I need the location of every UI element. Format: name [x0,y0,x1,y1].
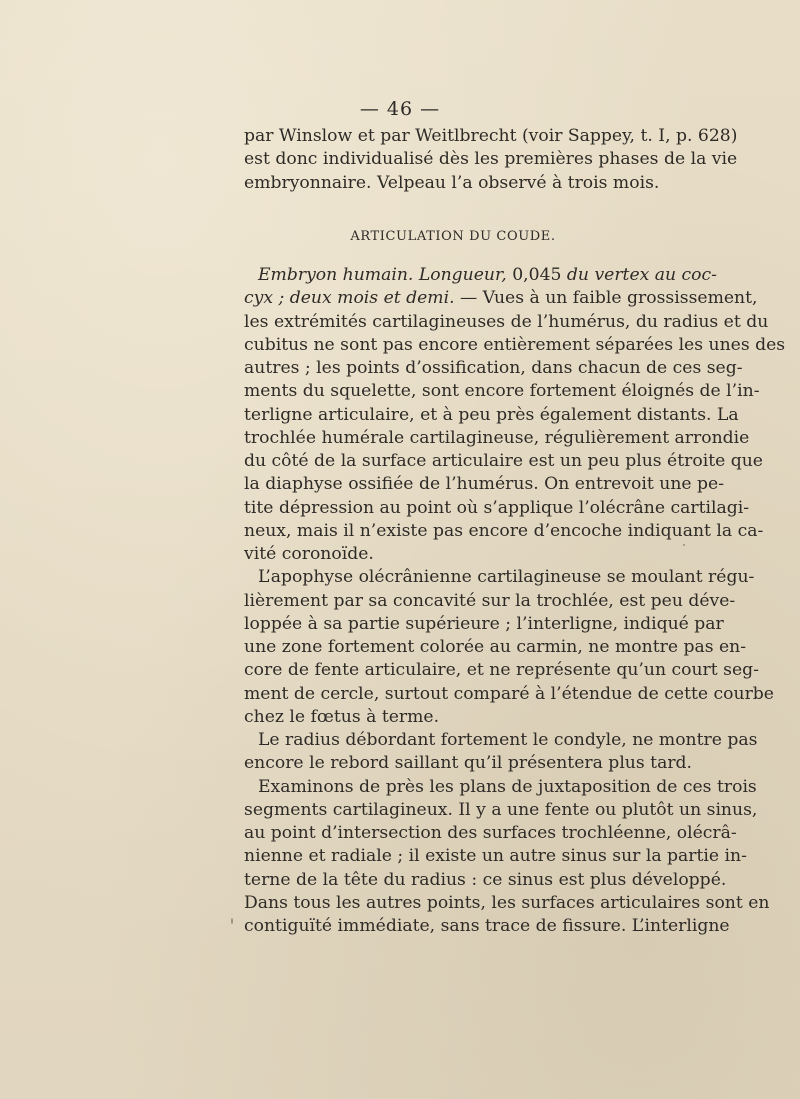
text-line: trochlée humérale cartilagineuse, régulièrement arrondie [244,427,750,448]
text-line: terligne articulaire, et à peu près également distants. La [244,404,739,425]
paper-speck [683,544,685,546]
text-line: est donc individualisé dès les premières phases de la vie [244,149,738,170]
paper-speck [325,668,327,670]
paragraph-embryon [244,264,786,566]
text-line: par Winslow et par Weitlbrecht (voir Sappey, t. I, p. 628) [244,126,738,146]
text-line: chez le fœtus à terme. [244,706,440,727]
paragraph-juxtaposition [244,776,770,939]
paragraph-olecrane [244,566,774,729]
text-line: une zone fortement colorée au carmin, ne montre pas en- [244,637,747,657]
section-heading: ARTICULATION DU COUDE. [350,229,556,244]
italic-run: du vertex au coc- [566,265,717,285]
text-line: autres ; les points d’ossification, dans chacun de ces seg- [244,358,743,378]
text-line: du côté de la surface articulaire est un peu plus étroite que [244,451,763,471]
text-line: loppée à sa partie supérieure ; l’interligne, indiqué par [244,613,724,634]
text-line: nienne et radiale ; il existe un autre sinus sur la partie in- [244,846,747,867]
text-line: neux, mais il n’existe pas encore d’encoche indiquant la ca- [244,520,764,541]
text-line: encore le rebord saillant qu’il présentera plus tard. [244,753,692,774]
paragraph-radius [244,729,758,776]
text-line: lièrement par sa concavité sur la trochlée, est peu déve- [244,590,736,611]
body-text [244,264,786,938]
italic-run: Embryon humain. Longueur, [258,265,507,285]
text-line: ment de cercle, surtout comparé à l’étendue de cette courbe [244,683,774,704]
page-number: — 46 — [359,98,441,120]
roman-run: — Vues à un faible grossissement, [454,288,758,309]
text-line: au point d’intersection des surfaces trochléenne, olécrâ- [244,823,737,843]
text-line [244,264,717,287]
text-line: terne de la tête du radius : ce sinus est plus développé. [244,869,727,890]
text-line: Dans tous les autres points, les surfaces articulaires sont en [244,892,770,913]
text-line: la diaphyse ossifiée de l’humérus. On entrevoit une pe- [244,474,725,495]
text-line: les extrémités cartilagineuses de l’humérus, du radius et du [244,311,769,332]
text-line: core de fente articulaire, et ne représente qu’un court seg- [244,660,759,681]
roman-run: 0,045 [506,265,567,285]
text-line: Le radius débordant fortement le condyle, ne montre pas [258,730,758,750]
text-line: vité coronoïde. [244,544,374,564]
text-line: segments cartilagineux. Il y a une fente ou plutôt un sinus, [244,799,758,820]
text-line: cubitus ne sont pas encore entièrement séparées les unes des [244,334,786,355]
paper-speck [231,918,233,924]
paper-speck [268,180,270,182]
text-line: Examinons de près les plans de juxtaposition de ces trois [258,776,757,797]
text-line: ments du squelette, sont encore fortement éloignés de l’in- [244,381,760,402]
text-line: contiguïté immédiate, sans trace de fissure. L’interligne [244,916,730,936]
italic-run: cyx ; deux mois et demi. [244,288,455,309]
text-line: tite dépression au point où s’applique l’olécrâne cartilagi- [244,497,750,518]
text-line: embryonnaire. Velpeau l’a observé à trois mois. [244,172,660,193]
text-line: L’apophyse olécrânienne cartilagineuse se moulant régu- [258,567,755,588]
text-line [244,287,758,310]
intro-paragraph [244,125,738,195]
